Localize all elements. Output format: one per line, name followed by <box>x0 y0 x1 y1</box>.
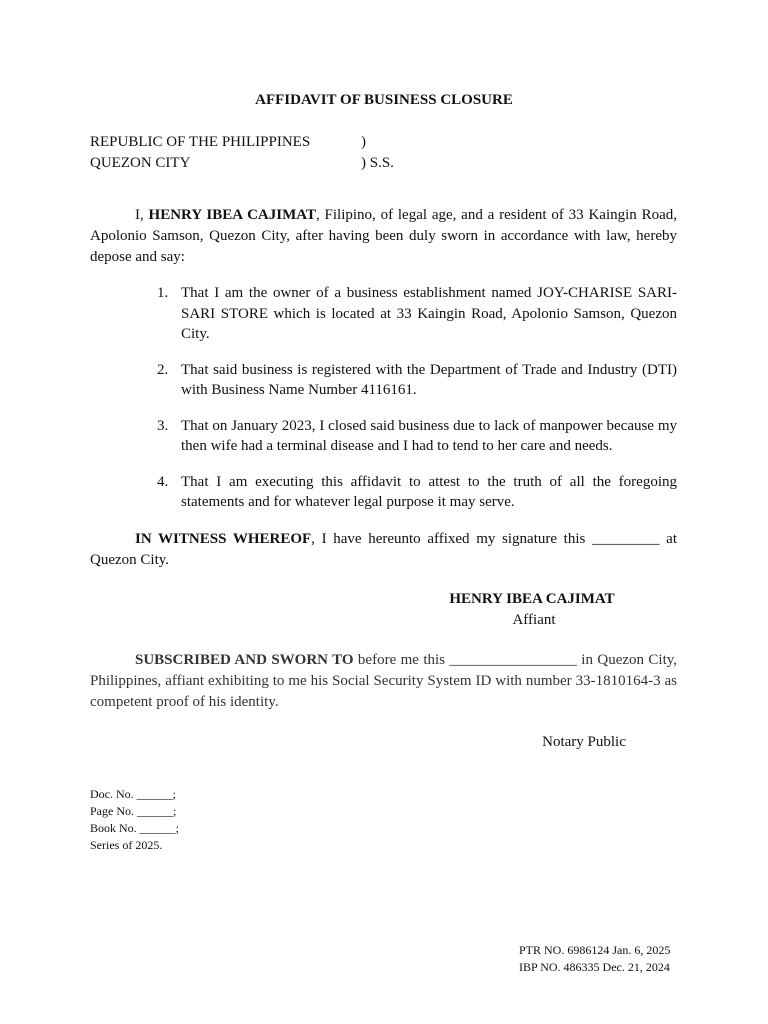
venue-line-1: REPUBLIC OF THE PHILIPPINES <box>90 134 311 150</box>
venue-mark-2: ) S.S. <box>361 155 394 171</box>
notary-public-label: Notary Public <box>542 734 626 750</box>
jurat-paragraph <box>90 650 677 713</box>
list-item <box>157 472 677 513</box>
page-number: Page No. ______; <box>90 804 177 818</box>
affiant-role: Affiant <box>512 612 556 628</box>
ptr-ibp-block <box>519 942 670 976</box>
item-text: That on January 2023, I closed said business due to lack of manpower because my then wife had a terminal disease and I had to tend to her care and needs. <box>181 417 677 454</box>
document-title: AFFIDAVIT OF BUSINESS CLOSURE <box>255 92 513 108</box>
intro-pre: I, <box>135 207 149 223</box>
jurat-lead: SUBSCRIBED AND SWORN TO <box>135 652 354 668</box>
affiant-name-inline: HENRY IBEA CAJIMAT <box>148 207 316 223</box>
witness-lead: IN WITNESS WHEREOF <box>135 531 312 547</box>
jurat-text: before me this _________________ in Quezon City, Philippines, affiant exhibiting to me his Social Security System ID with number 33-1810164-3 as competent proof of his identity. <box>90 652 678 710</box>
list-item <box>157 283 677 345</box>
venue-line-2: QUEZON CITY <box>90 155 191 171</box>
affiant-signature-name: HENRY IBEA CAJIMAT <box>449 591 615 607</box>
ptr-number: PTR NO. 6986124 Jan. 6, 2025 <box>519 943 671 957</box>
venue-block <box>90 132 394 174</box>
series-year: Series of 2025. <box>90 838 163 852</box>
list-item <box>157 360 677 401</box>
doc-meta-block <box>90 786 179 854</box>
item-text: That said business is registered with the Department of Trade and Industry (DTI) with Business Name Number 4116161. <box>181 361 677 398</box>
intro-paragraph <box>90 205 677 268</box>
venue-mark-1: ) <box>361 134 366 150</box>
intro-text: , Filipino, of legal age, and a resident of 33 Kaingin Road, Apolonio Samson, Quezon City, after having been duly sworn in accordance with law, hereby depose and say: <box>90 207 677 265</box>
witness-text: , I have hereunto affixed my signature this _________ at Quezon City. <box>90 531 677 568</box>
witness-paragraph <box>90 529 677 571</box>
item-number: 2. <box>157 361 169 378</box>
statement-list <box>157 283 677 528</box>
book-number: Book No. ______; <box>90 821 180 835</box>
item-text: That I am the owner of a business establishment named JOY-CHARISE SARI-SARI STORE which is located at 33 Kaingin Road, Apolonio Samson, Quezon City. <box>181 285 677 342</box>
item-number: 4. <box>157 473 169 490</box>
doc-number: Doc. No. ______; <box>90 787 176 801</box>
ibp-number: IBP NO. 486335 Dec. 21, 2024 <box>519 960 670 974</box>
item-text: That I am executing this affidavit to attest to the truth of all the foregoing statements and for whatever legal purpose it may serve. <box>181 473 677 510</box>
list-item <box>157 416 677 457</box>
item-number: 3. <box>157 417 169 434</box>
item-number: 1. <box>157 285 169 301</box>
